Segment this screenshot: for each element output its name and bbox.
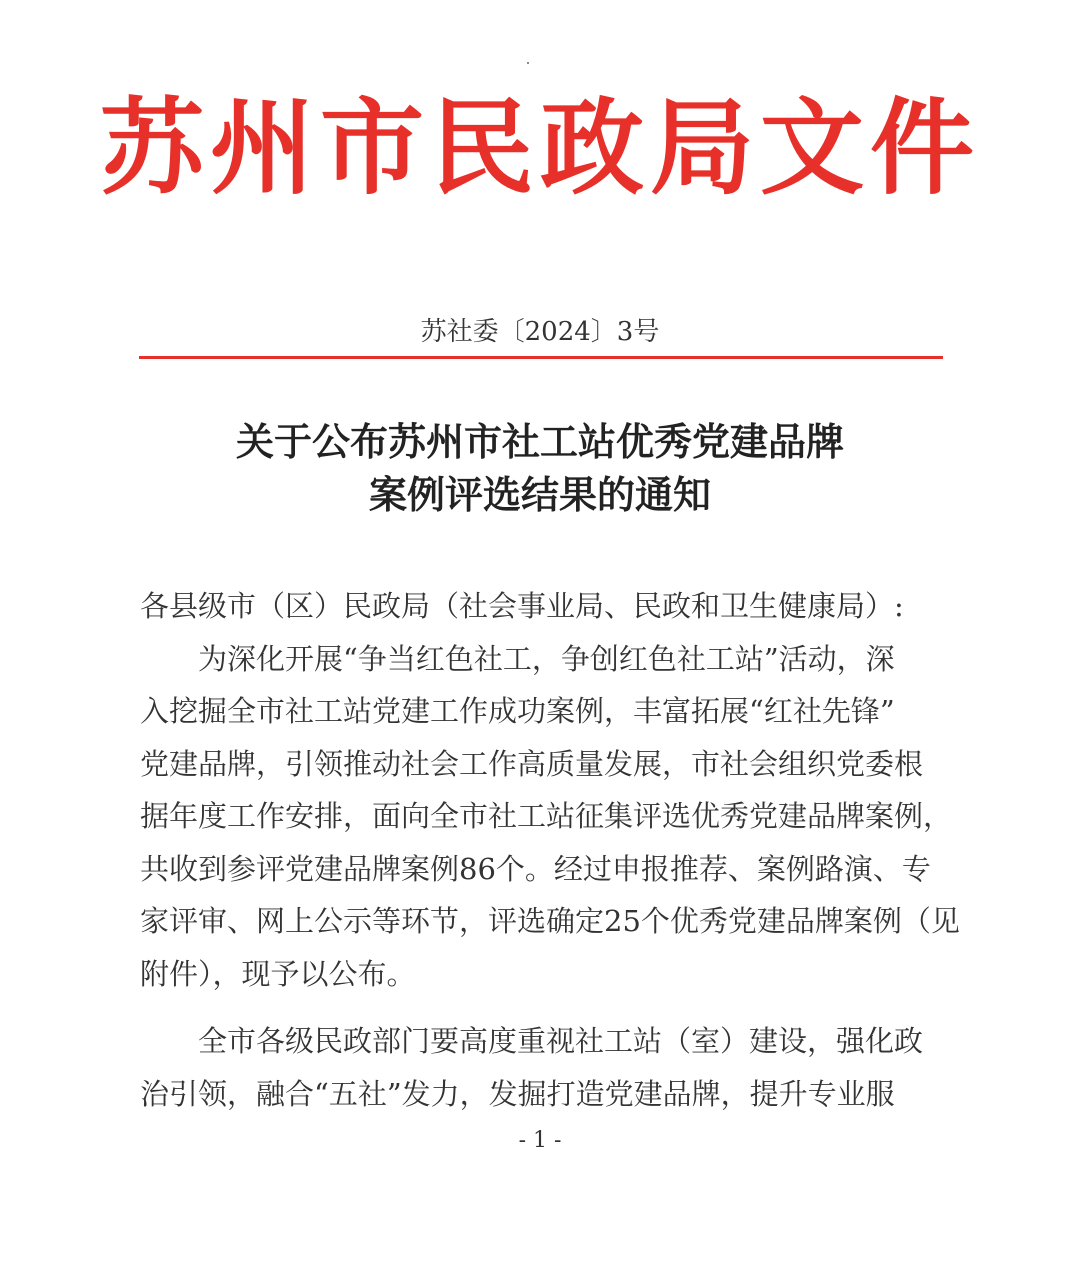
notice-body — [140, 580, 960, 1120]
paragraph-1-line: 附件），现予以公布。 — [140, 956, 416, 991]
scan-speck — [527, 62, 529, 64]
paragraph-1-line: 家评审、网上公示等环节，评选确定25个优秀党建品牌案例（见 — [140, 904, 960, 938]
salutation: 各县级市（区）民政局（社会事业局、民政和卫生健康局）: — [140, 589, 904, 623]
notice-title — [0, 415, 1080, 521]
paragraph-1-line: 党建品牌，引领推动社会工作高质量发展，市社会组织党委根 — [140, 746, 924, 781]
notice-title-line-1: 关于公布苏州市社工站优秀党建品牌 — [235, 419, 844, 464]
paragraph-1-line: 共收到参评党建品牌案例86个。经过申报推荐、案例路演、专 — [140, 851, 931, 886]
paragraph-2-line: 治引领，融合“五社”发力，发掘打造党建品牌，提升专业服 — [140, 1076, 895, 1111]
paragraph-1-line: 为深化开展“争当红色社工，争创红色社工站”活动，深 — [140, 641, 895, 676]
document-number: 苏社委〔2024〕3号 — [420, 317, 660, 347]
paragraph-2-line: 全市各级民政部门要高度重视社工站（室）建设，强化政 — [140, 1024, 924, 1058]
page-number: - 1 - — [518, 1128, 562, 1153]
paragraph-spacer — [140, 1000, 960, 1015]
document-header-title: 苏州市民政局文件 — [99, 86, 980, 209]
paragraph-1-line: 据年度工作安排，面向全市社工站征集评选优秀党建品牌案例， — [140, 799, 953, 833]
red-divider-line — [139, 356, 943, 359]
paragraph-1-line: 入挖掘全市社工站党建工作成功案例，丰富拓展“红社先锋” — [140, 694, 895, 728]
notice-title-line-2: 案例评选结果的通知 — [368, 472, 711, 517]
